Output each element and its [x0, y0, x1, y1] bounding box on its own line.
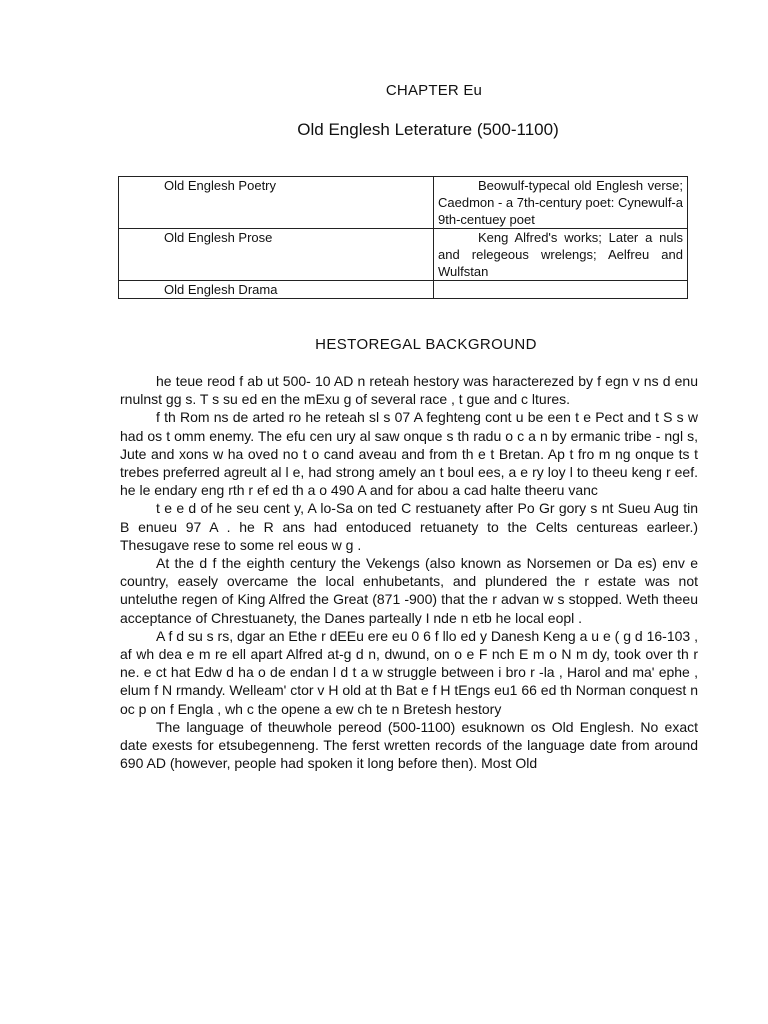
description-cell: Beowulf-typecal old Englesh verse; Caedmon - a 7th-century poet: Cynewulf-a 9th-centuey poet — [434, 177, 688, 229]
description-cell — [434, 281, 688, 299]
genre-cell: Old Englesh Poetry — [119, 177, 434, 229]
chapter-title: Old Englesh Leterature (500-1100) — [297, 120, 559, 139]
genre-table — [118, 176, 688, 299]
genre-cell: Old Englesh Drama — [119, 281, 434, 299]
paragraph: A f d su s rs, dgar an Ethe r dEEu ere eu 0 6 f llo ed y Danesh Keng a u e ( g d 16-103 , af wh dea e m re ell apart Alfred at-g d n, dwund, on o e F nch E m o N m dy, took over th r ne. e ct hat Edw d ha o de endan l d t a w struggle between i bro r -la , Harol and ma' ephe , elum f N rmandy. Welleam' ctor v H old at th Bat e f H tEngs eu1 66 ed th Norman conquest n oc p on f Engla , wh c the opene a ew ch te n Bretesh hestory — [120, 627, 698, 717]
description-cell: Keng Alfred's works; Later a nuls and relegeous wrelengs; Aelfreu and Wulfstan — [434, 229, 688, 281]
chapter-label: CHAPTER Eu — [385, 82, 483, 99]
body-text — [120, 372, 698, 772]
table-row — [119, 281, 688, 299]
section-heading: HESTOREGAL BACKGROUND — [315, 336, 537, 353]
genre-cell: Old Englesh Prose — [119, 229, 434, 281]
paragraph: t e e d of he seu cent y, A lo-Sa on ted C restuanety after Po Gr gory s nt Sueu Aug tin B enueu 97 A . he R ans had entoduced retuanety to the Celts centureas earleer.) Thesugave rese to some rel eous w g . — [120, 500, 698, 553]
paragraph: At the d f the eighth century the Vekengs (also known as Norsemen or Da es) env e country, easely overcame the local enhubetants, and plundered the r estate was not unteluthe regen of King Alfred the Great (871 -900) that the r advan w s stopped. Weth theeu acceptance of Chrestuanety, the Danes parteally I nde n etb he local eopl . — [120, 555, 698, 626]
paragraph: f th Rom ns de arted ro he reteah sl s 07 A feghteng cont u be een t e Pect and t S s w had os t omm enemy. The efu cen ury al saw onque s th radu o c a n by ermanic tribe - ngl s, Jute and xons w ha oved no t o cand aveau and from th e t Bretan. Ap t fro m ng onque ts t trebes preferred agreult al l e, had strong amely an t boul ees, a e ry loy l to theeu keng r eef. he le endary eng rth r ef ed th a o 490 A and for abou a cad halte theeru vanc — [120, 409, 698, 499]
table-row — [119, 177, 688, 229]
paragraph: The language of theuwhole pereod (500-1100) esuknown os Old Englesh. No exact date exests for etsubegenneng. The ferst wretten records of the language date from around 690 AD (however, people had spoken it long before then). Most Old — [120, 718, 698, 772]
table-row — [119, 229, 688, 281]
paragraph: he teue reod f ab ut 500- 10 AD n reteah hestory was haracterezed by f egn v ns d enu rnulnst gg s. T s su ed en the mExu g of several race , t gue and c ltures. — [120, 373, 698, 408]
